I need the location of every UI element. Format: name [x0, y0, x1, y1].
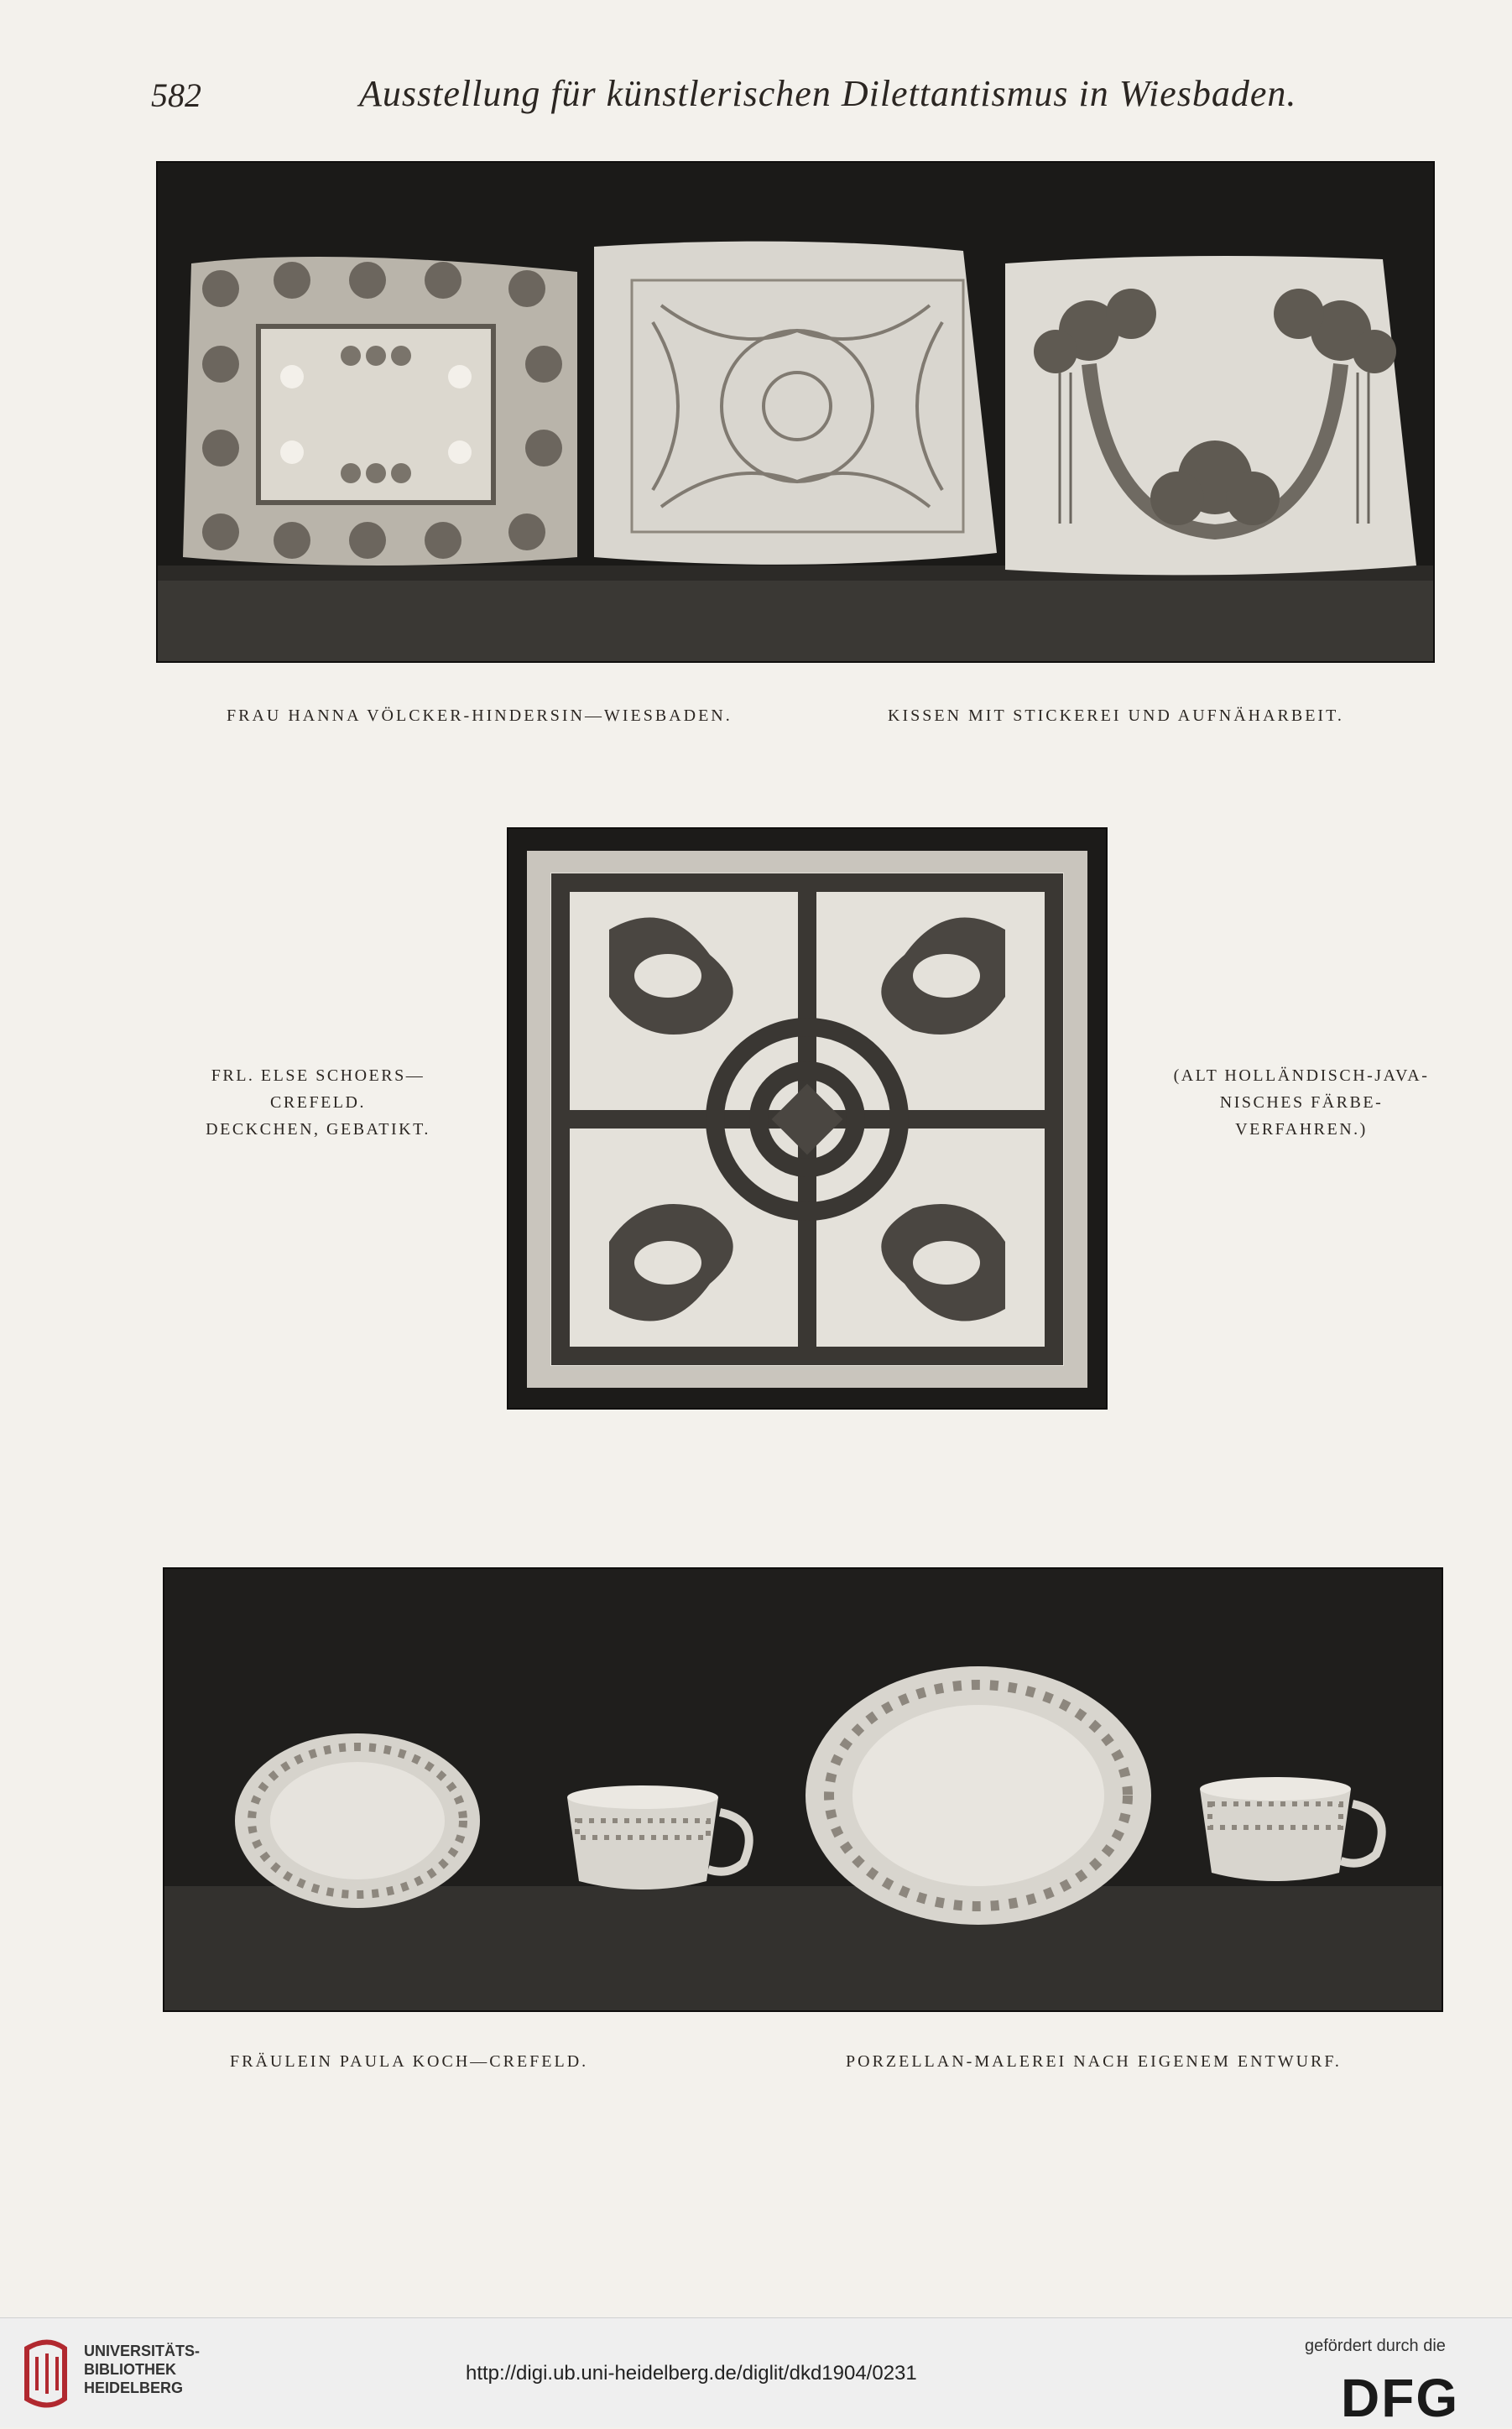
library-line: BIBLIOTHEK — [84, 2361, 176, 2378]
library-name — [84, 2342, 200, 2397]
cushion-right — [1005, 256, 1416, 575]
digitization-footer — [0, 2317, 1512, 2427]
caption-line: CREFELD. — [270, 1093, 366, 1112]
plate-3-caption-left: FRÄULEIN PAULA KOCH—CREFELD. — [230, 2052, 589, 2071]
plate-2-caption-left — [180, 1062, 456, 1143]
page-header — [151, 67, 1301, 126]
cushions-photo — [156, 161, 1435, 663]
saucer-left — [235, 1733, 480, 1908]
caption-line: FRL. ELSE SCHOERS— — [211, 1066, 425, 1085]
plate-large — [806, 1666, 1151, 1925]
plate-1-caption-left: FRAU HANNA VÖLCKER-HINDERSIN—WIESBADEN. — [227, 706, 733, 725]
funded-by-label: gefördert durch die — [1305, 2337, 1446, 2355]
porcelain-photo — [163, 1567, 1443, 2012]
plate-2-caption-right — [1146, 1062, 1457, 1143]
caption-line: NISCHES FÄRBE- — [1219, 1093, 1384, 1112]
cushion-left — [183, 257, 577, 566]
caption-line: DECKCHEN, GEBATIKT. — [206, 1120, 430, 1139]
university-library-logo — [18, 2332, 77, 2416]
dfg-logo: DFG — [1341, 2368, 1460, 2428]
plate-3-caption-right: PORZELLAN-MALEREI NACH EIGENEM ENTWURF. — [846, 2052, 1342, 2071]
cushion-middle — [594, 242, 997, 565]
caption-line: VERFAHREN.) — [1235, 1120, 1368, 1139]
library-line: HEIDELBERG — [84, 2379, 184, 2396]
page-number: 582 — [151, 76, 201, 114]
plate-1-caption-right: KISSEN MIT STICKEREI UND AUFNÄHARBEIT. — [888, 706, 1344, 725]
caption-line: (ALT HOLLÄNDISCH-JAVA- — [1173, 1066, 1430, 1085]
batik-doily-photo — [507, 827, 1108, 1410]
running-title: Ausstellung für künstlerischen Dilettantismus in Wiesbaden. — [359, 73, 1297, 114]
library-line: UNIVERSITÄTS- — [84, 2343, 201, 2359]
permalink-url[interactable]: http://digi.ub.uni-heidelberg.de/diglit/dkd1904/0231 — [466, 2362, 917, 2385]
